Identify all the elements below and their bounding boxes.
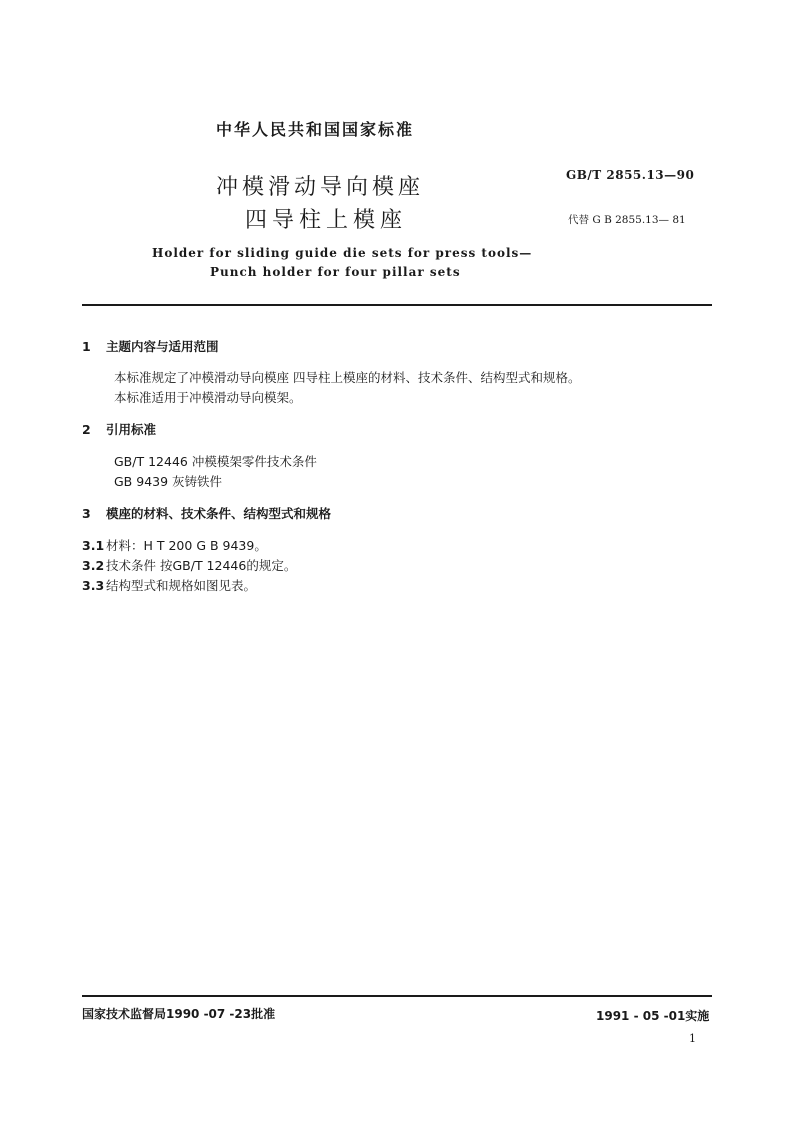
header-divider — [82, 304, 712, 306]
clause-number: 3.3 — [82, 578, 105, 593]
clause-number: 3.2 — [82, 558, 105, 573]
english-title-line1: Holder for sliding guide die sets for press tools— — [152, 246, 533, 260]
section-title: 引用标准 — [106, 422, 157, 437]
section-title: 主题内容与适用范围 — [106, 339, 219, 354]
approval-date: 国家技术监督局1990 -07 -23批准 — [82, 1007, 276, 1021]
clause-text: 技术条件 按GB/T 12446的规定。 — [106, 558, 297, 573]
section-1-paragraph-2: 本标准适用于冲模滑动导向模架。 — [114, 390, 302, 405]
section-number: 3 — [82, 506, 91, 521]
section-title: 模座的材料、技术条件、结构型式和规格 — [106, 506, 332, 521]
country-standard-heading: 中华人民共和国国家标准 — [216, 120, 415, 139]
standard-code: GB/T 2855.13—90 — [566, 168, 695, 182]
page-number: 1 — [689, 1032, 696, 1045]
section-2-heading — [82, 420, 156, 438]
clause-3-2 — [82, 556, 296, 574]
replaces-code: 代替 G B 2855.13— 81 — [568, 214, 686, 226]
section-number: 2 — [82, 422, 91, 437]
clause-text: 材料：H T 200 G B 9439。 — [106, 538, 267, 553]
section-1-paragraph-1: 本标准规定了冲模滑动导向模座 四导柱上模座的材料、技术条件、结构型式和规格。 — [114, 370, 581, 385]
reference-standard-2: GB 9439 灰铸铁件 — [114, 474, 223, 489]
clause-3-3 — [82, 576, 256, 594]
clause-number: 3.1 — [82, 538, 105, 553]
clause-text: 结构型式和规格如图见表。 — [106, 578, 257, 593]
section-3-heading — [82, 504, 331, 522]
implementation-date: 1991 - 05 -01实施 — [596, 1009, 710, 1023]
document-title-line2: 四导柱上模座 — [245, 208, 408, 233]
document-title-line1: 冲模滑动导向模座 — [216, 175, 425, 200]
english-title-line2: Punch holder for four pillar sets — [210, 265, 461, 279]
section-1-heading — [82, 337, 219, 355]
clause-3-1 — [82, 536, 267, 554]
section-number: 1 — [82, 339, 91, 354]
footer-divider — [82, 995, 712, 997]
reference-standard-1: GB/T 12446 冲模模架零件技术条件 — [114, 454, 317, 469]
